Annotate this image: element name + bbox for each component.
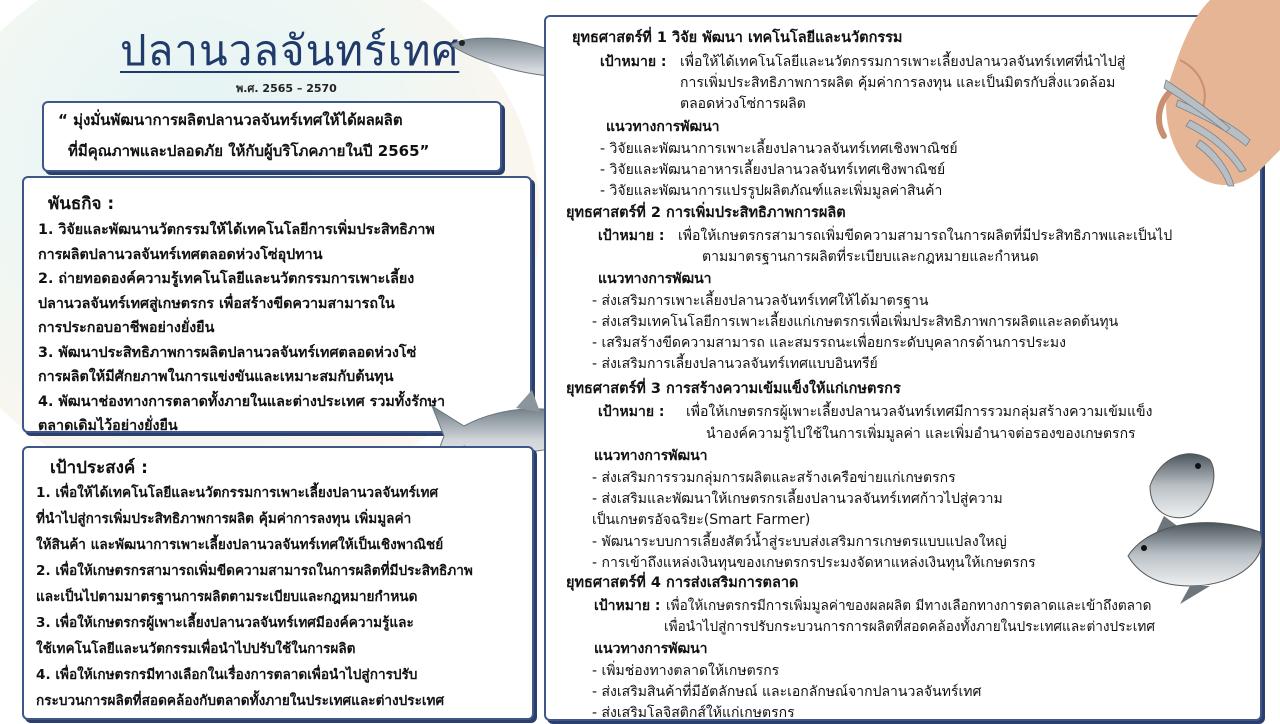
strategy-4-goal-label: เป้าหมาย : [594, 598, 661, 614]
strategy-1-goal-line: เพื่อให้ได้เทคโนโลยีและนวัตกรรมการเพาะเลี้ยงปลานวลจันทร์เทศที่นำไปสู่ [680, 54, 1126, 70]
objective-line: และเป็นไปตามมาตรฐานการผลิตตามระเบียบและกฎหมายกำหนด [36, 589, 418, 605]
hand-holding-fry-image [1150, 0, 1280, 200]
objective-line: 2. เพื่อให้เกษตรกรสามารถเพิ่มขีดความสามารถในการผลิตที่มีประสิทธิภาพ [36, 563, 473, 579]
mission-line: การประกอบอาชีพอย่างยั่งยืน [38, 320, 215, 336]
objective-heading: เป้าประสงค์ : [50, 458, 148, 478]
mission-line: การผลิตปลานวลจันทร์เทศตลอดห่วงโซ่อุปทาน [38, 246, 323, 263]
strategy-3-approach-label: แนวทางการพัฒนา [594, 448, 708, 464]
strategy-2-goal-label: เป้าหมาย : [598, 228, 665, 244]
strategy-2-title: ยุทธศาสตร์ที่ 2 การเพิ่มประสิทธิภาพการผลิต [566, 205, 846, 221]
strategy-3-goal-line: เพื่อให้เกษตรกรผู้เพาะเลี้ยงปลานวลจันทร์เทศมีการรวมกลุ่มสร้างความเข้มแข็ง [686, 404, 1153, 420]
objective-line: กระบวนการผลิตที่สอดคล้องกับตลาดทั้งภายในประเทศและต่างประเทศ [36, 693, 445, 709]
strategy-4-approach-label: แนวทางการพัฒนา [594, 641, 708, 657]
strategy-3-approach: - ส่งเสริมและพัฒนาให้เกษตรกรเลี้ยงปลานวลจันทร์เทศก้าวไปสู่ความ [592, 491, 1003, 507]
strategy-3-approach: เป็นเกษตรอัจฉริยะ(Smart Farmer) [592, 512, 811, 528]
strategy-3-goal-line: นำองค์ความรู้ไปใช้ในการเพิ่มมูลค่า และเพิ่มอำนาจต่อรองของเกษตรกร [706, 426, 1136, 442]
strategy-2-approach: - ส่งเสริมการเพาะเลี้ยงปลานวลจันทร์เทศให้ได้มาตรฐาน [592, 293, 929, 309]
objective-line: 4. เพื่อให้เกษตรกรมีทางเลือกในเรื่องการตลาดเพื่อนำไปสู่การปรับ [36, 667, 418, 683]
mission-list [38, 218, 445, 439]
strategy-1-goal-label: เป้าหมาย : [600, 54, 667, 70]
strategy-2-approach: - เสริมสร้างขีดความสามารถ และสมรรถนะเพื่อยกระดับบุคลากรด้านการประมง [592, 335, 1066, 351]
strategy-2-goal-line: ตามมาตรฐานการผลิตที่ระเบียบและกฎหมายและกำหนด [702, 249, 1039, 265]
mission-line: ตลาดเดิมไว้อย่างยั่งยืน [38, 418, 178, 434]
strategy-3-title: ยุทธศาสตร์ที่ 3 การสร้างความเข้มแข็งให้แก่เกษตรกร [566, 381, 901, 397]
strategy-4-title: ยุทธศาสตร์ที่ 4 การส่งเสริมการตลาด [566, 575, 799, 591]
objective-line: 3. เพื่อให้เกษตรกรผู้เพาะเลี้ยงปลานวลจันทร์เทศมีองค์ความรู้และ [36, 615, 414, 631]
milkfish-image [1120, 436, 1270, 606]
objective-box [22, 446, 534, 720]
mission-line: 1. วิจัยและพัฒนานวัตกรรมให้ได้เทคโนโลยีการเพิ่มประสิทธิภาพ [38, 222, 435, 238]
mission-line: ปลานวลจันทร์เทศสู่เกษตรกร เพื่อสร้างขีดความสามารถใน [38, 295, 395, 312]
strategy-3-approach: - พัฒนาระบบการเลี้ยงสัตว์น้ำสู่ระบบส่งเสริมการเกษตรแบบแปลงใหญ่ [592, 534, 1007, 550]
strategy-2-approach-label: แนวทางการพัฒนา [598, 271, 712, 287]
mission-line: 4. พัฒนาช่องทางการตลาดทั้งภายในและต่างประเทศ รวมทั้งรักษา [38, 393, 445, 410]
strategy-4-approach: - ส่งเสริมสินค้าที่มีอัตลักษณ์ และเอกลักษณ์จากปลานวลจันทร์เทศ [592, 684, 982, 700]
strategy-3-approach: - การเข้าถึงแหล่งเงินทุนของเกษตรกรประมงจัดหาแหล่งเงินทุนให้เกษตรกร [592, 555, 1036, 571]
strategy-4-approach: - ส่งเสริมโลจิสติกส์ให้แก่เกษตรกร [592, 705, 795, 721]
objective-line: ที่นำไปสู่การเพิ่มประสิทธิภาพการผลิต คุ้มค่าการลงทุน เพิ่มมูลค่า [36, 511, 412, 527]
strategy-1-approach: - วิจัยและพัฒนาการเพาะเลี้ยงปลานวลจันทร์เทศเชิงพาณิชย์ [600, 141, 958, 157]
strategy-1-approach: - วิจัยและพัฒนาการแปรรูปผลิตภัณฑ์และเพิ่มมูลค่าสินค้า [600, 183, 943, 199]
strategy-1-approach: - วิจัยและพัฒนาอาหารเลี้ยงปลานวลจันทร์เทศเชิงพาณิชย์ [600, 162, 946, 178]
strategy-4-goal-line: เพื่อนำไปสู่การปรับกระบวนการการผลิตที่สอดคล้องทั้งภายในประเทศและต่างประเทศ [664, 619, 1156, 635]
mission-line: การผลิตให้มีศักยภาพในการแข่งขันและเหมาะสมกับต้นทุน [38, 369, 394, 385]
strategy-3-goal-label: เป้าหมาย : [598, 404, 665, 420]
objective-list [36, 480, 473, 714]
plan-years: พ.ศ. 2565 – 2570 [236, 82, 337, 95]
objective-line: ให้สินค้า และพัฒนาการเพาะเลี้ยงปลานวลจันทร์เทศให้เป็นเชิงพาณิชย์ [36, 537, 444, 553]
objective-line: 1. เพื่อให้ได้เทคโนโลยีและนวัตกรรมการเพาะเลี้ยงปลานวลจันทร์เทศ [36, 485, 439, 501]
vision-line-1: “ มุ่งมั่นพัฒนาการผลิตปลานวลจันทร์เทศให้ได้ผลผลิต [58, 111, 403, 129]
vision-box [42, 101, 502, 172]
strategy-1-title: ยุทธศาสตร์ที่ 1 วิจัย พัฒนา เทคโนโลยีและนวัตกรรม [572, 30, 903, 46]
vision-line-2: ที่มีคุณภาพและปลอดภัย ให้กับผู้บริโภคภายในปี 2565” [68, 142, 430, 160]
page-title: ปลานวลจันทร์เทศ [120, 26, 460, 75]
strategy-1-goal-line: การเพิ่มประสิทธิภาพการผลิต คุ้มค่าการลงทุน และเป็นมิตรกับสิ่งแวดล้อม [680, 75, 1116, 91]
strategy-2-goal-line: เพื่อให้เกษตรกรสามารถเพิ่มขีดความสามารถในการผลิตที่มีประสิทธิภาพและเป็นไป [678, 228, 1173, 244]
strategy-1-approach-label: แนวทางการพัฒนา [606, 119, 720, 135]
mission-line: 2. ถ่ายทอดองค์ความรู้เทคโนโลยีและนวัตกรรมการเพาะเลี้ยง [38, 271, 415, 287]
mission-heading: พันธกิจ : [48, 194, 115, 214]
strategy-3-approach: - ส่งเสริมการรวมกลุ่มการผลิตและสร้างเครือข่ายแก่เกษตรกร [592, 470, 956, 486]
strategy-4-approach: - เพิ่มช่องทางตลาดให้เกษตรกร [592, 663, 780, 679]
strategy-4-goal-line: เพื่อให้เกษตรกรมีการเพิ่มมูลค่าของผลผลิต มีทางเลือกทางการตลาดและเข้าถึงตลาด [666, 598, 1152, 614]
strategy-2-approach: - ส่งเสริมการเลี้ยงปลานวลจันทร์เทศแบบอินทรีย์ [592, 356, 878, 372]
objective-line: ใช้เทคโนโลยีและนวัตกรรมเพื่อนำไปปรับใช้ในการผลิต [36, 641, 356, 657]
strategy-2-approach: - ส่งเสริมเทคโนโลยีการเพาะเลี้ยงแก่เกษตรกรเพื่อเพิ่มประสิทธิภาพการผลิตและลดต้นทุน [592, 314, 1119, 330]
mission-line: 3. พัฒนาประสิทธิภาพการผลิตปลานวลจันทร์เทศตลอดห่วงโซ่ [38, 344, 417, 361]
strategy-1-goal-line: ตลอดห่วงโซ่การผลิต [680, 96, 806, 112]
